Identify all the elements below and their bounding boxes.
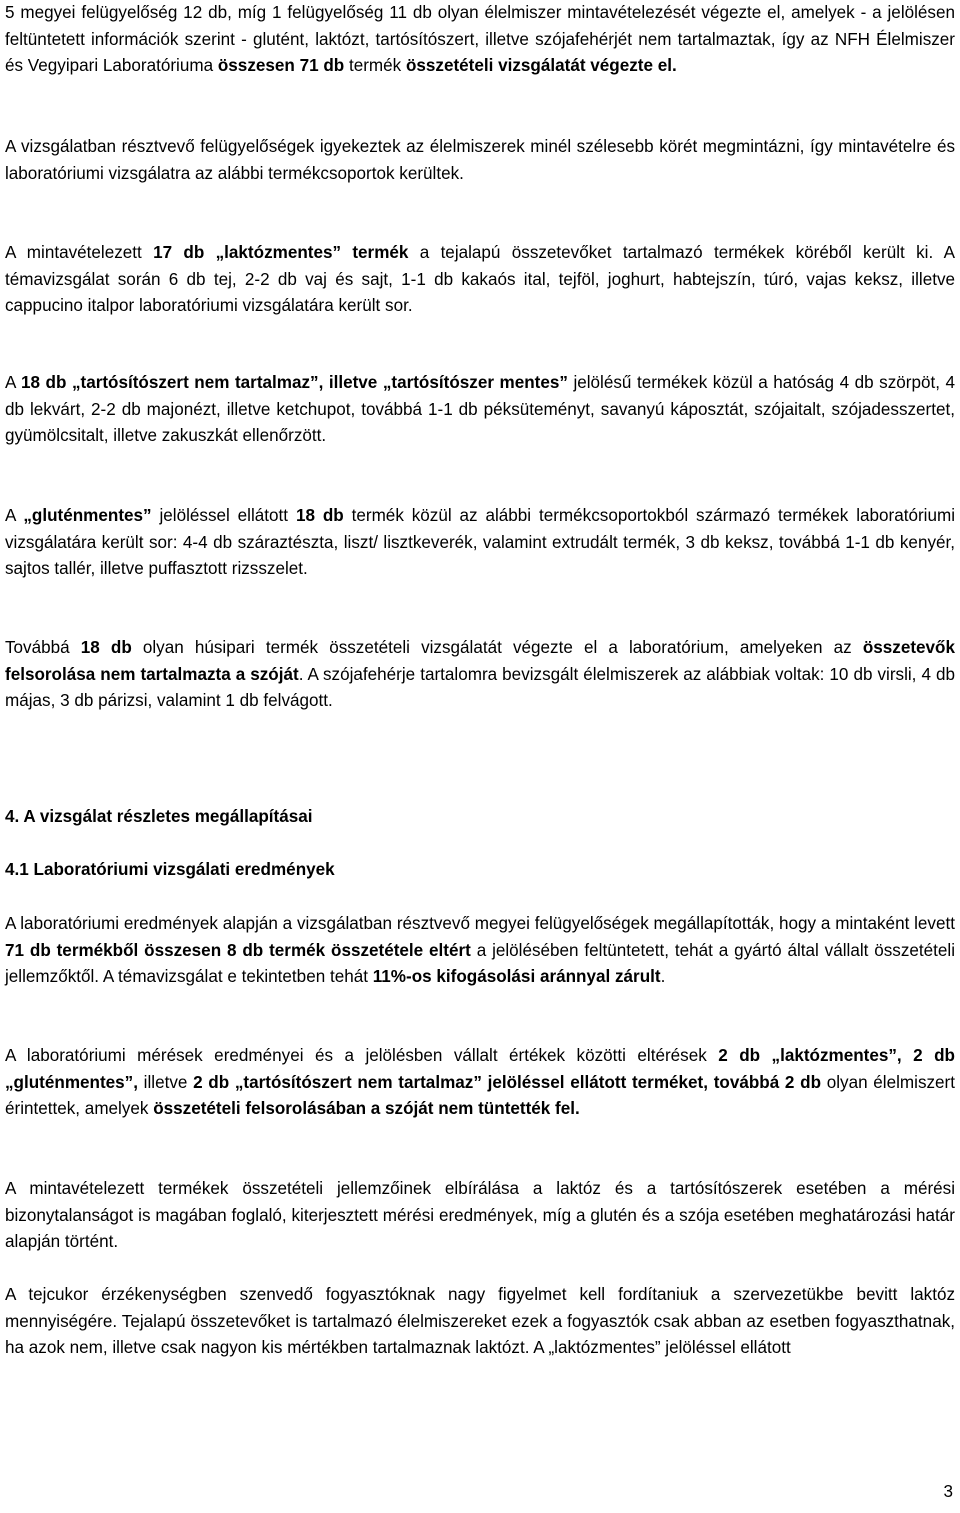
text-run: . [660,967,666,986]
paragraph-preservative-free [5,370,955,450]
text-run: A vizsgálatban résztvevő felügyelőségek igyekeztek az élelmiszerek minél szélesebb körét megmintázni, így mintavételre és laboratóriumi vizsgálatra az alábbi termékcsoportok kerültek. [5,137,955,183]
text-run: a tejalapú összetevőket tartalmazó termékek köréből került ki. A témavizsgálat során 6 db tej, 2-2 db vaj és sajt, 1-1 db kakaós ital, tejföl, joghurt, habtejszín, túró, vajas keksz, illetve cappucino italpor laboratóriumi vizsgálatára került sor. [5,243,955,315]
bold-text-run: 2 db „laktózmentes”, 2 db „gluténmentes”, [5,1046,955,1092]
bold-text-run: 18 db [295,506,344,525]
text-run: A [5,506,24,525]
text-run: olyan élelmiszert érintettek, amelyek [5,1072,955,1118]
text-run: 5 megyei felügyelőség 12 db, míg 1 felügyelőség 11 db olyan élelmiszer mintavételezését végezte el, amelyek - a jelölésen feltüntetett információk szerint - glutént, laktózt, tartósítószert, illetve szójafehérjét nem tartalmaztak, így az NFH Élelmiszer és Vegyipari Laboratóriuma [5,3,955,75]
paragraph-evaluation-method [5,1176,955,1256]
text-run: A laboratóriumi mérések eredményei és a jelölésben vállalt értékek közötti eltérések [5,1046,719,1065]
bold-text-run: összetételi felsorolásában a szóját nem tüntették fel. [153,1099,580,1118]
bold-text-run: összetevők felsorolása nem tartalmazta a szóját [5,638,955,684]
text-run: A [5,373,21,392]
bold-text-run: „gluténmentes” [23,506,152,525]
text-run: olyan húsipari termék összetételi vizsgálatát végezte el a laboratórium, amelyeken az [131,638,863,657]
text-run: . A szójafehérje tartalomra bevizsgált élelmiszerek az alábbiak voltak: 10 db virsli, 4 db májas, 3 db párizsi, valamint 1 db felvágott. [5,664,955,710]
text-run: A mintavételezett termékek összetételi jellemzőinek elbírálása a laktóz és a tartósítószerek esetében a mérési bizonytalanságot is magában foglaló, kiterjesztett mérési eredmények, míg a glutén és a szója esetében meghatározási határ alapján történt. [5,1179,955,1251]
bold-text-run: 2 db „tartósítószert nem tartalmaz” jelöléssel ellátott terméket, továbbá 2 db [193,1072,822,1092]
text-run: illetve [137,1072,194,1092]
paragraph-product-groups [5,134,955,187]
paragraph-lab-results [5,911,955,991]
bold-text-run: 18 db [80,638,132,657]
bold-text-run: összesen 71 db [217,56,345,75]
bold-text-run: 17 db „laktózmentes” termék [153,243,409,262]
text-run: Továbbá [5,638,81,657]
text-run: a jelölésében feltüntetett, tehát a gyártó által vállalt összetételi jellemzőktől. A témavizsgálat e tekintetben tehát [5,940,955,986]
bold-text-run: 11%-os kifogásolási aránnyal zárult [372,967,661,986]
paragraph-sampling-summary [5,0,955,80]
text-run: A mintavételezett [5,243,154,262]
text-run: jelölésű termékek közül a hatóság 4 db szörpöt, 4 db lekvárt, 2-2 db majonézt, illetve ketchupot, továbbá 1-1 db péksüteményt, savanyú káposztát, szójaitalt, szójadesszertet, gyümölcsitalt, illetve zakuszkát ellenőrzött. [5,373,956,445]
section-heading-4: 4. A vizsgálat részletes megállapításai [5,807,313,826]
paragraph-meat-products [5,635,955,715]
paragraph-lactose-free [5,240,955,320]
paragraph-deviations [5,1043,955,1123]
paragraph-gluten-free [5,503,955,583]
paragraph-lactose-sensitivity [5,1282,955,1362]
text-run: termék [344,56,406,75]
text-run: jelöléssel ellátott [151,506,296,525]
text-run: A laboratóriumi eredmények alapján a vizsgálatban résztvevő megyei felügyelőségek megállapították, hogy a mintaként levett [5,914,955,933]
text-run: A tejcukor érzékenységben szenvedő fogyasztóknak nagy figyelmet kell fordítaniuk a szervezetükbe bevitt laktóz mennyiségére. Tejalapú összetevőket is tartalmazó élelmiszereket ezek a fogyasztók csak abban az esetben fogyaszthatnak, ha azok nem, illetve csak nagyon kis mértékben tartalmaznak laktózt. A „laktózmentes” jelöléssel ellátott [5,1285,955,1357]
bold-text-run: 71 db termékből összesen 8 db termék összetétele eltért [5,940,471,960]
text-run: termék közül az alábbi termékcsoportokból származó termékek laboratóriumi vizsgálatára került sor: 4-4 db száraztészta, liszt/ lisztkeverék, valamint extrudált termék, 3 db keksz, továbbá 1-1 db kenyér, sajtos tallér, illetve puffasztott rizsszelet. [5,506,956,578]
section-heading-4-1: 4.1 Laboratóriumi vizsgálati eredmények [5,860,335,879]
bold-text-run: 18 db „tartósítószert nem tartalmaz”, illetve „tartósítószer mentes” [21,373,568,392]
bold-text-run: összetételi vizsgálatát végezte el. [405,56,677,75]
page-number: 3 [943,1482,953,1501]
